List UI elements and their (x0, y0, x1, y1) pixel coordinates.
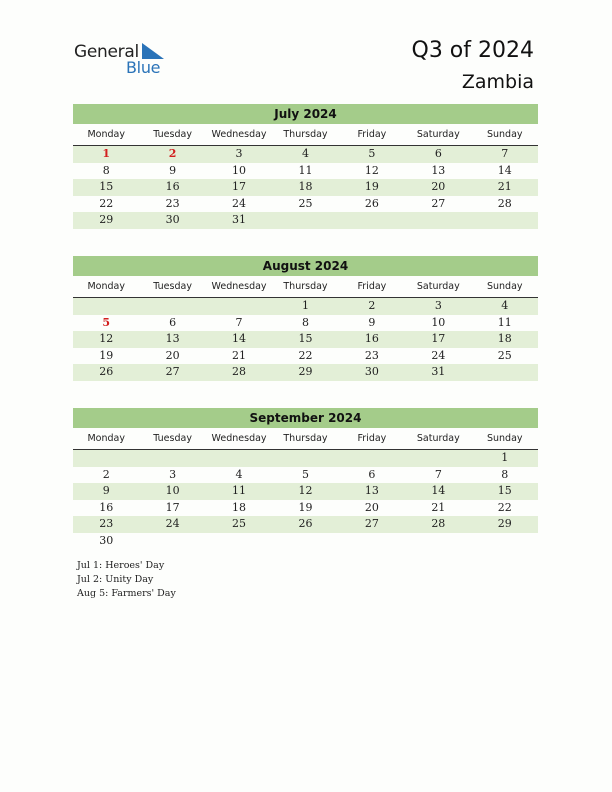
date-cell: 19 (99, 348, 114, 362)
logo-text-general: General (74, 42, 139, 62)
date-cell (339, 533, 405, 550)
date-cell: 30 (165, 213, 180, 226)
date-cell (206, 533, 272, 550)
date-cell (339, 212, 405, 229)
date-cell: 10 (165, 484, 180, 497)
weekday-label: Thursday (283, 433, 328, 444)
date-cell: 20 (364, 500, 379, 514)
week-row (73, 196, 538, 213)
week-row (73, 146, 538, 163)
date-cell: 7 (501, 147, 509, 160)
generalblue-logo (74, 42, 174, 78)
weekday-label: Monday (87, 433, 125, 444)
week-row (73, 331, 538, 348)
weekday-label: Tuesday (153, 129, 192, 140)
date-cell: 12 (99, 332, 114, 345)
date-cell: 4 (235, 467, 243, 481)
date-cell: 23 (165, 196, 180, 210)
week-row (73, 533, 538, 550)
date-cell: 11 (497, 315, 512, 329)
date-cell: 16 (99, 500, 114, 514)
date-cell: 27 (431, 196, 446, 210)
date-cell: 24 (165, 517, 180, 530)
date-cell: 8 (501, 467, 509, 481)
date-cell (405, 212, 471, 229)
date-cell: 11 (232, 484, 247, 497)
month-calendar-july (73, 104, 538, 229)
holiday-notes (77, 559, 176, 601)
date-cell: 22 (497, 500, 512, 514)
date-cell (272, 533, 338, 550)
date-cell: 9 (169, 163, 177, 177)
date-cell: 24 (232, 196, 247, 210)
weekday-label: Thursday (283, 281, 328, 292)
date-cell: 14 (431, 484, 446, 497)
date-cell: 28 (232, 365, 247, 378)
weekday-label: Saturday (416, 281, 460, 292)
date-cell: 13 (165, 332, 180, 345)
weekday-label: Friday (357, 281, 387, 292)
date-cell: 14 (232, 332, 247, 345)
weekday-label: Monday (87, 281, 125, 292)
weekday-label: Friday (357, 129, 387, 140)
date-cell: 12 (298, 484, 313, 497)
week-row (73, 212, 538, 229)
holiday-note: Aug 5: Farmers' Day (77, 588, 176, 599)
date-cell: 3 (434, 299, 442, 312)
week-row (73, 298, 538, 315)
date-cell: 16 (364, 332, 379, 345)
weekday-label: Monday (87, 129, 125, 140)
date-cell: 2 (368, 299, 376, 312)
weekday-label: Saturday (416, 129, 460, 140)
date-cell: 18 (497, 332, 512, 345)
date-cell: 22 (99, 196, 114, 210)
month-title: July 2024 (73, 104, 538, 124)
week-row (73, 483, 538, 500)
date-cell (206, 298, 272, 315)
date-cell: 29 (298, 365, 313, 378)
date-cell: 23 (364, 348, 379, 362)
date-cell (405, 533, 471, 550)
country-name: Zambia (461, 71, 534, 93)
date-cell: 6 (368, 467, 376, 481)
date-cell: 25 (232, 517, 247, 530)
date-cell: 12 (364, 163, 379, 177)
holiday-date-cell: 2 (168, 147, 177, 160)
week-row (73, 364, 538, 381)
logo-text-blue: Blue (126, 58, 161, 77)
date-cell (139, 450, 205, 467)
weekday-label: Tuesday (153, 433, 192, 444)
date-cell: 9 (368, 315, 376, 329)
date-cell: 9 (102, 484, 110, 497)
date-cell: 22 (298, 348, 313, 362)
weekday-label: Tuesday (153, 281, 192, 292)
date-cell: 29 (497, 517, 512, 530)
weekday-label: Wednesday (211, 433, 267, 444)
date-cell: 3 (169, 467, 177, 481)
date-cell: 18 (232, 500, 247, 514)
page-title: Q3 of 2024 (411, 38, 534, 63)
date-cell (405, 450, 471, 467)
holiday-note: Jul 1: Heroes' Day (77, 560, 165, 571)
weekday-label: Sunday (486, 129, 523, 140)
date-cell: 4 (501, 299, 509, 312)
week-row (73, 467, 538, 484)
weekday-label: Wednesday (211, 129, 267, 140)
date-cell: 19 (364, 180, 379, 193)
date-cell (472, 212, 538, 229)
date-cell: 5 (301, 467, 309, 481)
date-cell: 20 (431, 180, 446, 193)
month-calendar-august (73, 256, 538, 381)
date-cell (272, 212, 338, 229)
date-cell: 17 (232, 180, 247, 193)
date-cell: 10 (431, 315, 446, 329)
date-cell: 21 (232, 348, 247, 362)
week-row (73, 348, 538, 365)
date-cell: 31 (431, 365, 446, 378)
date-cell (139, 298, 205, 315)
weekday-header-row (73, 127, 538, 146)
week-row (73, 315, 538, 332)
date-cell: 25 (497, 348, 512, 362)
date-cell (272, 450, 338, 467)
date-cell: 8 (102, 163, 110, 177)
weekday-header-row (73, 279, 538, 298)
date-cell (472, 533, 538, 550)
date-cell: 1 (301, 299, 309, 312)
date-cell: 13 (364, 484, 379, 497)
month-title: September 2024 (73, 408, 538, 428)
date-cell: 15 (497, 484, 512, 497)
date-cell: 30 (99, 533, 114, 547)
date-cell: 24 (431, 348, 446, 362)
date-cell: 16 (165, 180, 180, 193)
logo-triangle-icon (142, 43, 164, 59)
date-cell: 11 (298, 163, 313, 177)
date-cell: 27 (364, 517, 379, 530)
week-row (73, 179, 538, 196)
weekday-header-row (73, 431, 538, 450)
date-cell: 13 (431, 163, 446, 177)
weekday-label: Sunday (486, 433, 523, 444)
date-cell (206, 450, 272, 467)
date-cell: 21 (431, 500, 446, 514)
date-cell: 29 (99, 213, 114, 226)
holiday-date-cell: 5 (102, 315, 111, 329)
date-cell: 17 (431, 332, 446, 345)
date-cell: 28 (497, 196, 512, 210)
date-cell: 15 (99, 180, 114, 193)
weekday-label: Friday (357, 433, 387, 444)
date-cell: 25 (298, 196, 313, 210)
date-cell: 30 (364, 365, 379, 378)
week-row (73, 450, 538, 467)
date-cell: 4 (301, 147, 309, 160)
date-cell: 7 (235, 315, 243, 329)
month-title: August 2024 (73, 256, 538, 276)
holiday-date-cell: 1 (102, 147, 111, 160)
date-cell (139, 533, 205, 550)
date-cell: 19 (298, 500, 313, 514)
date-cell: 26 (298, 517, 313, 530)
weekday-label: Sunday (486, 281, 523, 292)
weekday-label: Thursday (283, 129, 328, 140)
date-cell: 17 (165, 500, 180, 514)
date-cell: 14 (497, 163, 512, 177)
date-cell: 26 (99, 365, 114, 378)
date-cell: 23 (99, 517, 114, 530)
date-cell: 5 (368, 147, 376, 160)
date-cell: 21 (497, 180, 512, 193)
date-cell: 31 (232, 213, 247, 226)
date-cell: 10 (232, 163, 247, 177)
date-cell (73, 450, 139, 467)
date-cell: 27 (165, 365, 180, 378)
date-cell: 26 (364, 196, 379, 210)
month-calendar-september (73, 408, 538, 549)
date-cell: 8 (301, 315, 309, 329)
date-cell (73, 298, 139, 315)
week-row (73, 500, 538, 517)
week-row (73, 163, 538, 180)
date-cell: 28 (431, 517, 446, 530)
date-cell: 6 (169, 315, 177, 329)
date-cell: 15 (298, 332, 313, 345)
date-cell: 6 (434, 147, 442, 160)
weekday-label: Wednesday (211, 281, 267, 292)
date-cell (472, 364, 538, 381)
date-cell (339, 450, 405, 467)
date-cell: 18 (298, 180, 313, 193)
date-cell: 3 (235, 147, 243, 160)
weekday-label: Saturday (416, 433, 460, 444)
week-row (73, 516, 538, 533)
date-cell: 7 (434, 467, 442, 481)
date-cell: 1 (501, 451, 509, 464)
holiday-note: Jul 2: Unity Day (77, 574, 154, 585)
date-cell: 20 (165, 348, 180, 362)
date-cell: 2 (102, 467, 110, 481)
